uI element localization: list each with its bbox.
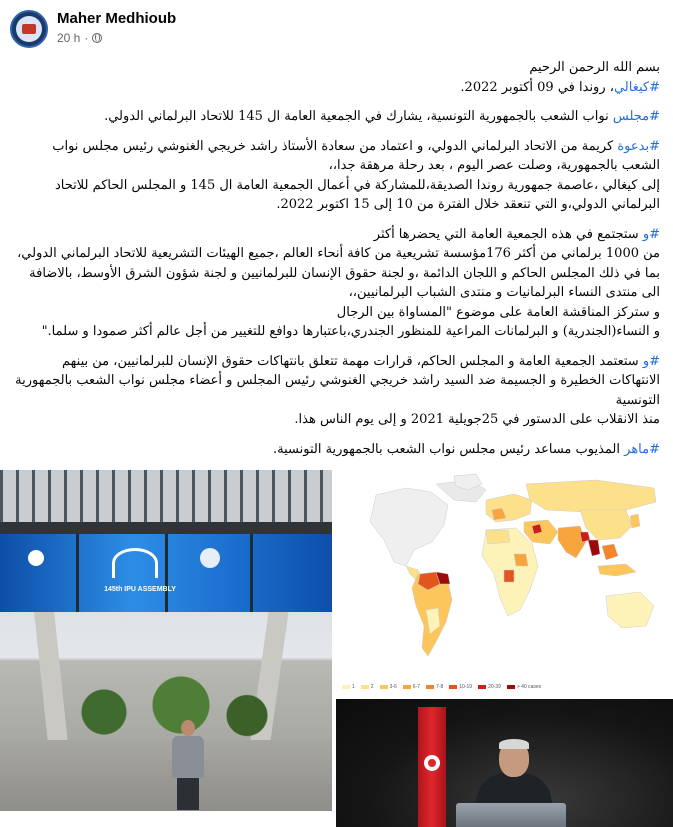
legend-label: 6-7 bbox=[412, 684, 421, 690]
post-text-line: إلى كيغالي ،عاصمة جمهورية روندا الصديقة،للمشاركة في أعمال الجمعية العامة ال 145 و المجلس الحاكم للاتحاد البرلماني الدولي،و التي تنعقد خلال الفترة من 10 إلى 15 اكتوبر 2022. bbox=[54, 177, 660, 212]
legend-item bbox=[507, 684, 541, 690]
legend-swatch bbox=[426, 685, 434, 689]
legend-swatch bbox=[507, 685, 515, 689]
post-paragraph bbox=[12, 352, 660, 430]
separator-dot: · bbox=[84, 31, 89, 45]
podium bbox=[456, 803, 566, 827]
hashtag-link[interactable]: #ماهر bbox=[624, 441, 660, 457]
photo-grid bbox=[0, 470, 673, 827]
post-meta bbox=[57, 31, 102, 45]
legend-swatch bbox=[478, 685, 486, 689]
hashtag-link[interactable]: #و bbox=[642, 226, 660, 242]
person-standing bbox=[170, 720, 206, 810]
avatar-logo-icon bbox=[16, 16, 42, 42]
post-text-line: و ستركز المناقشة العامة على موضوع "المساواة بين الرجال bbox=[336, 304, 660, 320]
post-paragraph bbox=[12, 107, 660, 127]
post-text-line: من 1000 برلماني من أكثر 176مؤسسة تشريعية من كافة أنحاء العالم ،جميع الهيئات التشريعية للاتحاد البرلماني الدولي، بما في ذلك المجلس الحاكم و اللجان الدائمة ،و لجنة حقوق الإنسان للبرلمانيين و لجنة شؤون الشرق الأوسط، بالاضافة الى منتدى النساء البرلمانيات و منتدى الشباب البرلمانيين،، bbox=[17, 246, 660, 300]
legend-item bbox=[449, 684, 472, 690]
post-paragraph bbox=[12, 58, 660, 97]
author-name[interactable]: Maher Medhioub bbox=[57, 10, 177, 27]
hashtag-link[interactable]: #كيغالي bbox=[613, 79, 660, 95]
hashtag-link[interactable]: #و bbox=[642, 353, 660, 369]
canopy bbox=[0, 470, 332, 528]
legend-label: > 40 cases bbox=[516, 684, 542, 690]
post-paragraph bbox=[12, 137, 660, 215]
post-paragraph bbox=[12, 440, 660, 460]
post-text-line: ستعتمد الجمعية العامة و المجلس الحاكم، قرارات مهمة تتعلق بانتهاكات حقوق الإنسان للبرلمانيين، من بينهم الانتهاكات الخطيرة و الجسيمة ضد السيد راشد خريجي الغنوشي رئيس المجلس و أعضاء مجلس نواب الشعب بالجمهورية التونسية bbox=[15, 353, 660, 408]
post-text-line: كريمة من الاتحاد البرلماني الدولي، و اعتماد من سعادة الأستاذ راشد خريجي الغنوشي رئيس مجلس نواب الشعب بالجمهورية، وصلت عصر اليوم ، بعد رحلة مرهقة جدا،، bbox=[52, 138, 660, 173]
post-text-line: نواب الشعب بالجمهورية التونسية، يشارك في الجمعية العامة ال 145 للاتحاد البرلماني الدولي. bbox=[104, 109, 613, 124]
legend-label: 3-6 bbox=[389, 684, 397, 690]
post-text-line: بسم الله الرحمن الرحيم bbox=[529, 60, 660, 75]
post-header bbox=[0, 0, 673, 56]
legend-label: 20-39 bbox=[488, 684, 501, 690]
flag-crescent-icon bbox=[424, 755, 440, 771]
legend-item bbox=[380, 684, 397, 690]
hashtag-link[interactable]: #مجلس bbox=[612, 109, 660, 124]
banner-text: 145th IPU ASSEMBLY bbox=[104, 586, 176, 593]
post-text-line: منذ الانقلاب على الدستور في 25جويلية 2021 و إلى يوم الناس هذا. bbox=[294, 412, 660, 427]
globe-icon[interactable] bbox=[92, 33, 102, 43]
post-text bbox=[12, 58, 660, 469]
legend-item bbox=[426, 684, 443, 690]
post-text-line: ستجتمع في هذه الجمعية العامة التي يحضرها أكثر bbox=[373, 226, 643, 242]
legend-swatch bbox=[342, 685, 350, 689]
post-time[interactable]: 20 h bbox=[57, 31, 81, 45]
legend-item bbox=[342, 684, 355, 690]
legend-label: 2 bbox=[370, 684, 374, 690]
legend-label: 10-19 bbox=[459, 684, 473, 690]
legend-label: 7-8 bbox=[436, 684, 444, 690]
legend-swatch bbox=[361, 685, 369, 689]
legend-item bbox=[361, 684, 374, 690]
hashtag-link[interactable]: #بدعوة bbox=[617, 138, 660, 154]
avatar[interactable] bbox=[10, 10, 48, 48]
legend-label: 1 bbox=[352, 684, 355, 690]
legend-swatch bbox=[380, 685, 388, 689]
post-paragraph bbox=[12, 225, 660, 342]
legend-item bbox=[478, 684, 501, 690]
rwanda-parliament-logo-icon bbox=[28, 550, 44, 566]
ipu-logo-icon bbox=[200, 548, 220, 568]
legend-item bbox=[403, 684, 420, 690]
photo-ipu-assembly-venue[interactable] bbox=[0, 470, 332, 811]
map-legend bbox=[342, 684, 547, 690]
legend-swatch bbox=[449, 685, 457, 689]
post-text-line: و النساء(الجندرية) و البرلمانات المراعية للمنظور الجندري،باعتبارها دوافع للتغيير من أجل عالم أكثر صمودا و سلما." bbox=[41, 324, 660, 339]
post-text-line: المذيوب مساعد رئيس مجلس نواب الشعب بالجمهورية التونسية. bbox=[273, 441, 625, 457]
ipu-assembly-logo-icon bbox=[112, 548, 158, 578]
photo-world-map[interactable] bbox=[336, 470, 673, 696]
legend-swatch bbox=[403, 685, 411, 689]
photo-speaker-podium[interactable] bbox=[336, 699, 673, 827]
world-map bbox=[336, 470, 673, 682]
post-text-line: ، روندا في 09 أكتوبر 2022. bbox=[460, 79, 614, 95]
